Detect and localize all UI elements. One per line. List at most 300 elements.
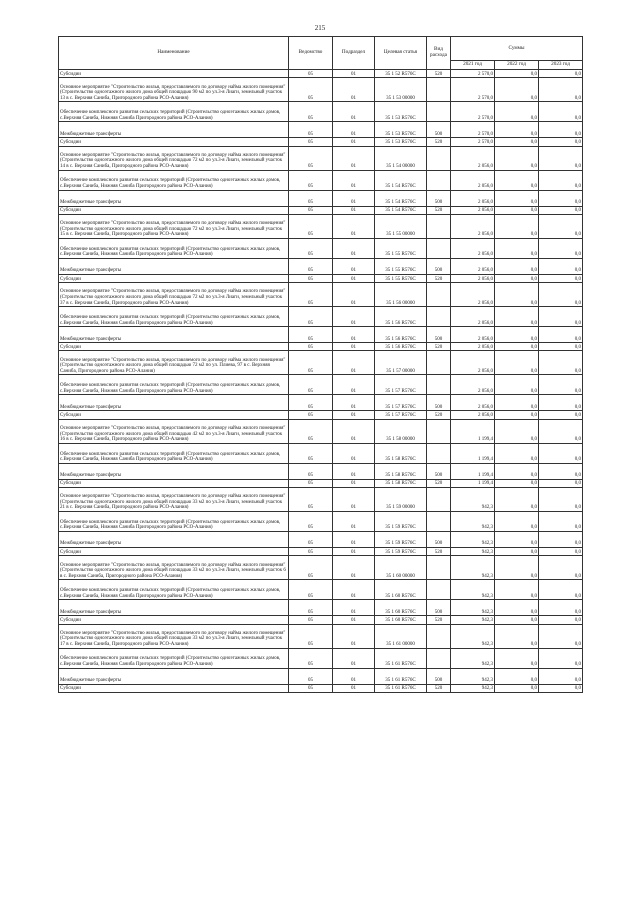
cell-2021: 2 056,0 — [451, 190, 495, 206]
cell-exptype — [427, 214, 451, 238]
cell-2023: 0,0 — [539, 580, 583, 600]
cell-2023: 0,0 — [539, 206, 583, 214]
cell-section: 01 — [333, 70, 375, 78]
cell-2021: 2 056,0 — [451, 146, 495, 170]
cell-2022: 0,0 — [495, 479, 539, 487]
cell-section: 01 — [333, 102, 375, 122]
cell-2022: 0,0 — [495, 411, 539, 419]
cell-article: 35 1 56 00000 — [375, 283, 427, 307]
table-row — [59, 214, 583, 238]
cell-section: 01 — [333, 512, 375, 532]
cell-article: 35 1 57 R576C — [375, 395, 427, 411]
cell-exptype: 520 — [427, 616, 451, 624]
table-row — [59, 556, 583, 580]
table-row — [59, 580, 583, 600]
cell-article: 35 1 60 R576C — [375, 600, 427, 616]
cell-article: 35 1 60 00000 — [375, 556, 427, 580]
cell-article: 35 1 53 R576C — [375, 138, 427, 146]
cell-article: 35 1 52 R576C — [375, 70, 427, 78]
cell-2022: 0,0 — [495, 351, 539, 375]
cell-section: 01 — [333, 146, 375, 170]
cell-section: 01 — [333, 307, 375, 327]
cell-exptype — [427, 443, 451, 463]
header-section: Подраздел — [333, 37, 375, 70]
cell-article: 35 1 53 R576C — [375, 102, 427, 122]
table-row — [59, 238, 583, 258]
cell-2023: 0,0 — [539, 214, 583, 238]
cell-dept: 05 — [289, 616, 333, 624]
cell-article: 35 1 53 00000 — [375, 78, 427, 102]
cell-name: Субсидии — [59, 616, 289, 624]
cell-name: Субсидии — [59, 206, 289, 214]
table-row — [59, 443, 583, 463]
cell-article: 35 1 59 R576C — [375, 512, 427, 532]
cell-section: 01 — [333, 479, 375, 487]
header-sums: Суммы — [451, 37, 583, 61]
cell-2022: 0,0 — [495, 238, 539, 258]
cell-2023: 0,0 — [539, 70, 583, 78]
table-row — [59, 419, 583, 443]
cell-exptype — [427, 170, 451, 190]
cell-2021: 942,3 — [451, 548, 495, 556]
cell-section: 01 — [333, 122, 375, 138]
cell-2023: 0,0 — [539, 616, 583, 624]
cell-exptype — [427, 307, 451, 327]
cell-exptype: 500 — [427, 463, 451, 479]
cell-section: 01 — [333, 600, 375, 616]
cell-exptype: 500 — [427, 122, 451, 138]
cell-exptype — [427, 238, 451, 258]
cell-dept: 05 — [289, 419, 333, 443]
cell-exptype — [427, 351, 451, 375]
cell-2021: 2 056,0 — [451, 411, 495, 419]
cell-2022: 0,0 — [495, 624, 539, 648]
cell-section: 01 — [333, 395, 375, 411]
cell-2022: 0,0 — [495, 307, 539, 327]
cell-dept: 05 — [289, 443, 333, 463]
cell-exptype: 520 — [427, 138, 451, 146]
header-article: Целевая статья — [375, 37, 427, 70]
cell-2022: 0,0 — [495, 102, 539, 122]
cell-section: 01 — [333, 283, 375, 307]
cell-dept: 05 — [289, 411, 333, 419]
cell-dept: 05 — [289, 375, 333, 395]
table-row — [59, 138, 583, 146]
cell-article: 35 1 58 R576C — [375, 443, 427, 463]
cell-2021: 942,3 — [451, 684, 495, 692]
cell-2021: 942,3 — [451, 532, 495, 548]
cell-2021: 2 570,0 — [451, 138, 495, 146]
cell-dept: 05 — [289, 488, 333, 512]
cell-2023: 0,0 — [539, 512, 583, 532]
cell-section: 01 — [333, 419, 375, 443]
cell-2022: 0,0 — [495, 648, 539, 668]
table-row — [59, 488, 583, 512]
cell-dept: 05 — [289, 600, 333, 616]
header-year-2022: 2022 год — [495, 61, 539, 70]
table-row — [59, 375, 583, 395]
cell-2023: 0,0 — [539, 443, 583, 463]
cell-exptype — [427, 556, 451, 580]
table-body — [59, 70, 583, 693]
table-row — [59, 78, 583, 102]
cell-exptype: 520 — [427, 343, 451, 351]
cell-section: 01 — [333, 624, 375, 648]
cell-2023: 0,0 — [539, 548, 583, 556]
cell-name: Обеспечение комплексного развития сельских территорий (Строительство одноэтажных жилых домов, с.Верхняя Саниба, Нижняя Саниба Пригородного района РСО-Алания) — [59, 512, 289, 532]
table-row — [59, 411, 583, 419]
cell-article: 35 1 53 R576C — [375, 122, 427, 138]
cell-2023: 0,0 — [539, 395, 583, 411]
cell-dept: 05 — [289, 206, 333, 214]
cell-exptype: 500 — [427, 600, 451, 616]
header-exptype: Вид расхода — [427, 37, 451, 70]
cell-article: 35 1 57 R576C — [375, 375, 427, 395]
cell-article: 35 1 60 R576C — [375, 580, 427, 600]
cell-article: 35 1 61 00000 — [375, 624, 427, 648]
cell-article: 35 1 56 R576C — [375, 307, 427, 327]
table-row — [59, 479, 583, 487]
cell-section: 01 — [333, 274, 375, 282]
cell-dept: 05 — [289, 648, 333, 668]
table-row — [59, 668, 583, 684]
cell-exptype: 520 — [427, 70, 451, 78]
cell-section: 01 — [333, 616, 375, 624]
cell-article: 35 1 54 R576C — [375, 206, 427, 214]
table-row — [59, 548, 583, 556]
table-row — [59, 351, 583, 375]
cell-dept: 05 — [289, 283, 333, 307]
cell-2022: 0,0 — [495, 580, 539, 600]
cell-exptype — [427, 580, 451, 600]
cell-name: Основное мероприятие "Строительство жилья, предоставляемого по договору найма жилого помещения" (Строительство одноэтажного жилого дома общей площадью 33 м2 по ул.3-я Лиаги, земельный участок 6 в с. Верхняя Саниба, Пригородного района РСО-Алания) — [59, 556, 289, 580]
cell-dept: 05 — [289, 170, 333, 190]
cell-article: 35 1 58 00000 — [375, 419, 427, 443]
cell-name: Межбюджетные трансферты — [59, 327, 289, 343]
cell-name: Субсидии — [59, 274, 289, 282]
cell-2022: 0,0 — [495, 443, 539, 463]
cell-name: Основное мероприятие "Строительство жилья, предоставляемого по договору найма жилого помещения" (Строительство одноэтажного жилого дома общей площадью 72 м2 по ул. Плиева, 97 в с. Верхняя Саниба, Пригородного района РСО-Алания) — [59, 351, 289, 375]
cell-name: Основное мероприятие "Строительство жилья, предоставляемого по договору найма жилого помещения" (Строительство одноэтажного жилого дома общей площадью 72 м2 по ул.3-я Лиаги, земельный участок 37 в с. Верхняя Саниба, Пригородного района РСО-Алания) — [59, 283, 289, 307]
cell-exptype — [427, 488, 451, 512]
cell-section: 01 — [333, 580, 375, 600]
cell-name: Межбюджетные трансферты — [59, 668, 289, 684]
cell-2021: 2 056,0 — [451, 395, 495, 411]
cell-exptype: 520 — [427, 274, 451, 282]
cell-section: 01 — [333, 463, 375, 479]
cell-name: Субсидии — [59, 138, 289, 146]
cell-2021: 1 199,4 — [451, 419, 495, 443]
cell-2023: 0,0 — [539, 146, 583, 170]
cell-2022: 0,0 — [495, 616, 539, 624]
cell-2021: 1 199,4 — [451, 479, 495, 487]
cell-2021: 942,3 — [451, 668, 495, 684]
cell-2023: 0,0 — [539, 648, 583, 668]
cell-dept: 05 — [289, 351, 333, 375]
cell-2023: 0,0 — [539, 668, 583, 684]
table-row — [59, 307, 583, 327]
table-row — [59, 343, 583, 351]
cell-dept: 05 — [289, 668, 333, 684]
cell-exptype — [427, 648, 451, 668]
cell-2021: 1 199,4 — [451, 443, 495, 463]
cell-article: 35 1 54 R576C — [375, 170, 427, 190]
cell-section: 01 — [333, 668, 375, 684]
cell-name: Межбюджетные трансферты — [59, 190, 289, 206]
table-row — [59, 684, 583, 692]
table-row — [59, 600, 583, 616]
cell-2021: 2 056,0 — [451, 206, 495, 214]
cell-article: 35 1 55 R576C — [375, 238, 427, 258]
cell-2023: 0,0 — [539, 307, 583, 327]
cell-dept: 05 — [289, 122, 333, 138]
cell-name: Субсидии — [59, 684, 289, 692]
cell-article: 35 1 57 R576C — [375, 411, 427, 419]
cell-2023: 0,0 — [539, 102, 583, 122]
cell-dept: 05 — [289, 258, 333, 274]
cell-section: 01 — [333, 548, 375, 556]
cell-2022: 0,0 — [495, 668, 539, 684]
table-row — [59, 274, 583, 282]
cell-section: 01 — [333, 138, 375, 146]
cell-name: Основное мероприятие "Строительство жилья, предоставляемого по договору найма жилого помещения" (Строительство одноэтажного жилого дома общей площадью 72 м2 по ул.3-я Лиаги, земельный участок 14 в с. Верхняя Саниба, Пригородного района РСО-Алания) — [59, 146, 289, 170]
cell-name: Обеспечение комплексного развития сельских территорий (Строительство одноэтажных жилых домов, с.Верхняя Саниба, Нижняя Саниба Пригородного района РСО-Алания) — [59, 648, 289, 668]
cell-2021: 942,3 — [451, 600, 495, 616]
table-row — [59, 170, 583, 190]
table-row — [59, 283, 583, 307]
cell-2022: 0,0 — [495, 70, 539, 78]
cell-article: 35 1 60 R576C — [375, 616, 427, 624]
cell-exptype — [427, 283, 451, 307]
cell-2021: 1 199,4 — [451, 463, 495, 479]
table-header — [59, 37, 583, 70]
cell-2022: 0,0 — [495, 395, 539, 411]
cell-2023: 0,0 — [539, 684, 583, 692]
cell-2022: 0,0 — [495, 274, 539, 282]
cell-2023: 0,0 — [539, 463, 583, 479]
cell-2023: 0,0 — [539, 283, 583, 307]
cell-dept: 05 — [289, 556, 333, 580]
cell-2023: 0,0 — [539, 138, 583, 146]
cell-article: 35 1 59 R576C — [375, 532, 427, 548]
cell-dept: 05 — [289, 327, 333, 343]
cell-section: 01 — [333, 375, 375, 395]
cell-exptype — [427, 512, 451, 532]
cell-article: 35 1 55 R576C — [375, 258, 427, 274]
table-row — [59, 624, 583, 648]
cell-2021: 2 056,0 — [451, 375, 495, 395]
cell-2023: 0,0 — [539, 624, 583, 648]
cell-exptype: 520 — [427, 479, 451, 487]
cell-2021: 2 056,0 — [451, 170, 495, 190]
cell-dept: 05 — [289, 343, 333, 351]
cell-2023: 0,0 — [539, 375, 583, 395]
cell-dept: 05 — [289, 395, 333, 411]
cell-2022: 0,0 — [495, 138, 539, 146]
cell-name: Межбюджетные трансферты — [59, 532, 289, 548]
cell-dept: 05 — [289, 214, 333, 238]
cell-article: 35 1 58 R576C — [375, 479, 427, 487]
cell-2022: 0,0 — [495, 375, 539, 395]
cell-2022: 0,0 — [495, 600, 539, 616]
cell-dept: 05 — [289, 512, 333, 532]
cell-dept: 05 — [289, 479, 333, 487]
cell-2021: 942,3 — [451, 616, 495, 624]
cell-exptype — [427, 375, 451, 395]
table-row — [59, 70, 583, 78]
cell-2023: 0,0 — [539, 78, 583, 102]
cell-2021: 942,3 — [451, 556, 495, 580]
cell-2023: 0,0 — [539, 327, 583, 343]
cell-exptype — [427, 102, 451, 122]
cell-section: 01 — [333, 78, 375, 102]
cell-dept: 05 — [289, 146, 333, 170]
cell-2023: 0,0 — [539, 258, 583, 274]
cell-2022: 0,0 — [495, 190, 539, 206]
cell-2023: 0,0 — [539, 274, 583, 282]
cell-article: 35 1 55 R576C — [375, 274, 427, 282]
header-name: Наименование — [59, 37, 289, 70]
cell-2021: 942,3 — [451, 624, 495, 648]
cell-2022: 0,0 — [495, 512, 539, 532]
cell-2022: 0,0 — [495, 463, 539, 479]
cell-section: 01 — [333, 214, 375, 238]
cell-exptype: 500 — [427, 395, 451, 411]
cell-2023: 0,0 — [539, 170, 583, 190]
cell-section: 01 — [333, 443, 375, 463]
cell-dept: 05 — [289, 548, 333, 556]
cell-article: 35 1 61 R576C — [375, 648, 427, 668]
cell-2021: 2 056,0 — [451, 214, 495, 238]
cell-article: 35 1 56 R576C — [375, 327, 427, 343]
cell-name: Межбюджетные трансферты — [59, 600, 289, 616]
cell-2021: 2 570,0 — [451, 102, 495, 122]
cell-2023: 0,0 — [539, 343, 583, 351]
cell-2023: 0,0 — [539, 600, 583, 616]
cell-2021: 2 056,0 — [451, 307, 495, 327]
cell-name: Основное мероприятие "Строительство жилья, предоставляемого по договору найма жилого помещения" (Строительство одноэтажного жилого дома общей площадью 42 м2 по ул.3-я Лиаги, земельный участок 16 в с. Верхняя Саниба, Пригородного района РСО-Алания) — [59, 419, 289, 443]
cell-section: 01 — [333, 238, 375, 258]
cell-name: Субсидии — [59, 479, 289, 487]
table-row — [59, 258, 583, 274]
cell-section: 01 — [333, 170, 375, 190]
cell-name: Межбюджетные трансферты — [59, 395, 289, 411]
cell-exptype — [427, 146, 451, 170]
cell-exptype: 500 — [427, 327, 451, 343]
cell-2022: 0,0 — [495, 214, 539, 238]
cell-2022: 0,0 — [495, 343, 539, 351]
cell-2021: 942,3 — [451, 512, 495, 532]
budget-table — [58, 36, 583, 693]
cell-exptype: 520 — [427, 548, 451, 556]
cell-2022: 0,0 — [495, 532, 539, 548]
cell-section: 01 — [333, 258, 375, 274]
cell-exptype: 500 — [427, 258, 451, 274]
cell-section: 01 — [333, 532, 375, 548]
cell-name: Обеспечение комплексного развития сельских территорий (Строительство одноэтажных жилых домов, с.Верхняя Саниба, Нижняя Саниба Пригородного района РСО-Алания) — [59, 307, 289, 327]
cell-2022: 0,0 — [495, 258, 539, 274]
cell-2021: 2 570,0 — [451, 122, 495, 138]
cell-2023: 0,0 — [539, 479, 583, 487]
cell-dept: 05 — [289, 190, 333, 206]
cell-article: 35 1 57 00000 — [375, 351, 427, 375]
table-row — [59, 512, 583, 532]
cell-article: 35 1 56 R576C — [375, 343, 427, 351]
cell-2023: 0,0 — [539, 556, 583, 580]
cell-exptype: 500 — [427, 668, 451, 684]
cell-2022: 0,0 — [495, 122, 539, 138]
cell-dept: 05 — [289, 102, 333, 122]
cell-name: Субсидии — [59, 411, 289, 419]
table-row — [59, 146, 583, 170]
header-year-2023: 2023 год — [539, 61, 583, 70]
table-row — [59, 190, 583, 206]
cell-dept: 05 — [289, 684, 333, 692]
cell-exptype — [427, 624, 451, 648]
cell-name: Субсидии — [59, 548, 289, 556]
cell-2022: 0,0 — [495, 548, 539, 556]
cell-dept: 05 — [289, 624, 333, 648]
table-row — [59, 648, 583, 668]
cell-2021: 2 056,0 — [451, 343, 495, 351]
cell-name: Обеспечение комплексного развития сельских территорий (Строительство одноэтажных жилых домов, с.Верхняя Саниба, Нижняя Саниба Пригородного района РСО-Алания) — [59, 238, 289, 258]
cell-section: 01 — [333, 556, 375, 580]
cell-name: Обеспечение комплексного развития сельских территорий (Строительство одноэтажных жилых домов, с.Верхняя Саниба, Нижняя Саниба Пригородного района РСО-Алания) — [59, 580, 289, 600]
cell-2021: 942,3 — [451, 648, 495, 668]
cell-section: 01 — [333, 343, 375, 351]
table-row — [59, 616, 583, 624]
cell-2023: 0,0 — [539, 419, 583, 443]
header-year-2021: 2021 год — [451, 61, 495, 70]
cell-dept: 05 — [289, 70, 333, 78]
cell-2021: 942,3 — [451, 488, 495, 512]
cell-section: 01 — [333, 648, 375, 668]
cell-2023: 0,0 — [539, 122, 583, 138]
cell-2021: 2 056,0 — [451, 327, 495, 343]
cell-2021: 2 056,0 — [451, 238, 495, 258]
cell-article: 35 1 59 R576C — [375, 548, 427, 556]
header-dept: Ведомство — [289, 37, 333, 70]
cell-name: Основное мероприятие "Строительство жилья, предоставляемого по договору найма жилого помещения" (Строительство одноэтажного жилого дома общей площадью 33 м2 по ул.3-я Лиаги, земельный участок 21 в с. Верхняя Саниба, Пригородного района РСО-Алания) — [59, 488, 289, 512]
cell-name: Субсидии — [59, 70, 289, 78]
cell-2021: 2 570,0 — [451, 78, 495, 102]
cell-name: Обеспечение комплексного развития сельских территорий (Строительство одноэтажных жилых домов, с.Верхняя Саниба, Нижняя Саниба Пригородного района РСО-Алания) — [59, 170, 289, 190]
cell-section: 01 — [333, 206, 375, 214]
cell-name: Межбюджетные трансферты — [59, 463, 289, 479]
table-row — [59, 463, 583, 479]
cell-dept: 05 — [289, 580, 333, 600]
cell-dept: 05 — [289, 274, 333, 282]
cell-2022: 0,0 — [495, 684, 539, 692]
cell-2022: 0,0 — [495, 206, 539, 214]
cell-name: Обеспечение комплексного развития сельских территорий (Строительство одноэтажных жилых домов, с.Верхняя Саниба, Нижняя Саниба Пригородного района РСО-Алания) — [59, 102, 289, 122]
table-row — [59, 395, 583, 411]
table-row — [59, 122, 583, 138]
cell-2021: 2 056,0 — [451, 351, 495, 375]
cell-exptype: 520 — [427, 206, 451, 214]
cell-dept: 05 — [289, 238, 333, 258]
cell-exptype: 520 — [427, 411, 451, 419]
cell-dept: 05 — [289, 307, 333, 327]
cell-2023: 0,0 — [539, 238, 583, 258]
table-row — [59, 532, 583, 548]
cell-dept: 05 — [289, 532, 333, 548]
cell-2023: 0,0 — [539, 532, 583, 548]
page-number: 215 — [314, 24, 326, 32]
cell-name: Обеспечение комплексного развития сельских территорий (Строительство одноэтажных жилых домов, с.Верхняя Саниба, Нижняя Саниба Пригородного района РСО-Алания) — [59, 375, 289, 395]
cell-dept: 05 — [289, 138, 333, 146]
cell-2022: 0,0 — [495, 488, 539, 512]
